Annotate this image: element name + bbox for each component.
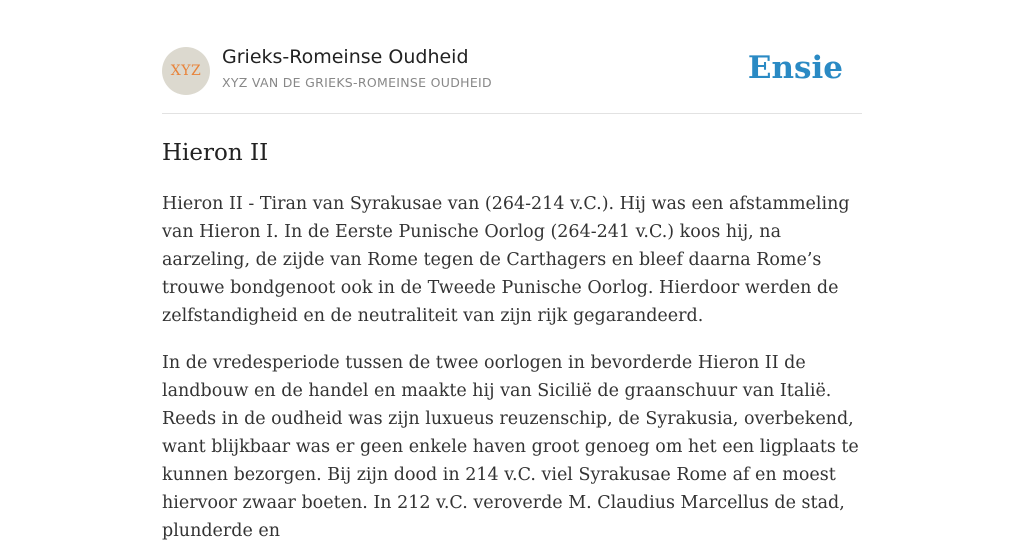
blog-subtitle: XYZ VAN DE GRIEKS-ROMEINSE OUDHEID <box>222 75 492 90</box>
article-paragraph: Hieron II - Tiran van Syrakusae van (264-214 v.C.). Hij was een afstammeling van Hieron I. In de Eerste Punische Oorlog (264-241 v.C.) koos hij, na aarzeling, de zijde van Rome tegen de Carthagers en bleef daarna Rome’s trouwe bondgenoot ook in de Tweede Punische Oorlog. Hierdoor werden de zelfstandigheid en de neutraliteit van zijn rijk gegarandeerd. <box>162 194 850 326</box>
blog-header <box>162 0 862 114</box>
content-container <box>162 0 862 545</box>
article-title: Hieron II <box>162 140 269 166</box>
article-paragraph: In de vredesperiode tussen de twee oorlogen in bevorderde Hieron II de landbouw en de handel en maakte hij van Sicilië de graanschuur van Italië. Reeds in de oudheid was zijn luxueus reuzenschip, de Syrakusia, overbekend, want blijkbaar was er geen enkele haven groot genoeg om het een ligplaats te kunnen bezorgen. Bij zijn dood in 214 v.C. viel Syrakusae Rome af en moest hiervoor zwaar boeten. In 212 v.C. veroverde M. Claudius Marcellus de stad, plunderde en <box>162 353 859 541</box>
blog-title[interactable]: Grieks-Romeinse Oudheid <box>222 46 469 68</box>
avatar[interactable]: XYZ <box>162 47 210 95</box>
ensie-logo[interactable]: Ensie <box>747 50 843 86</box>
